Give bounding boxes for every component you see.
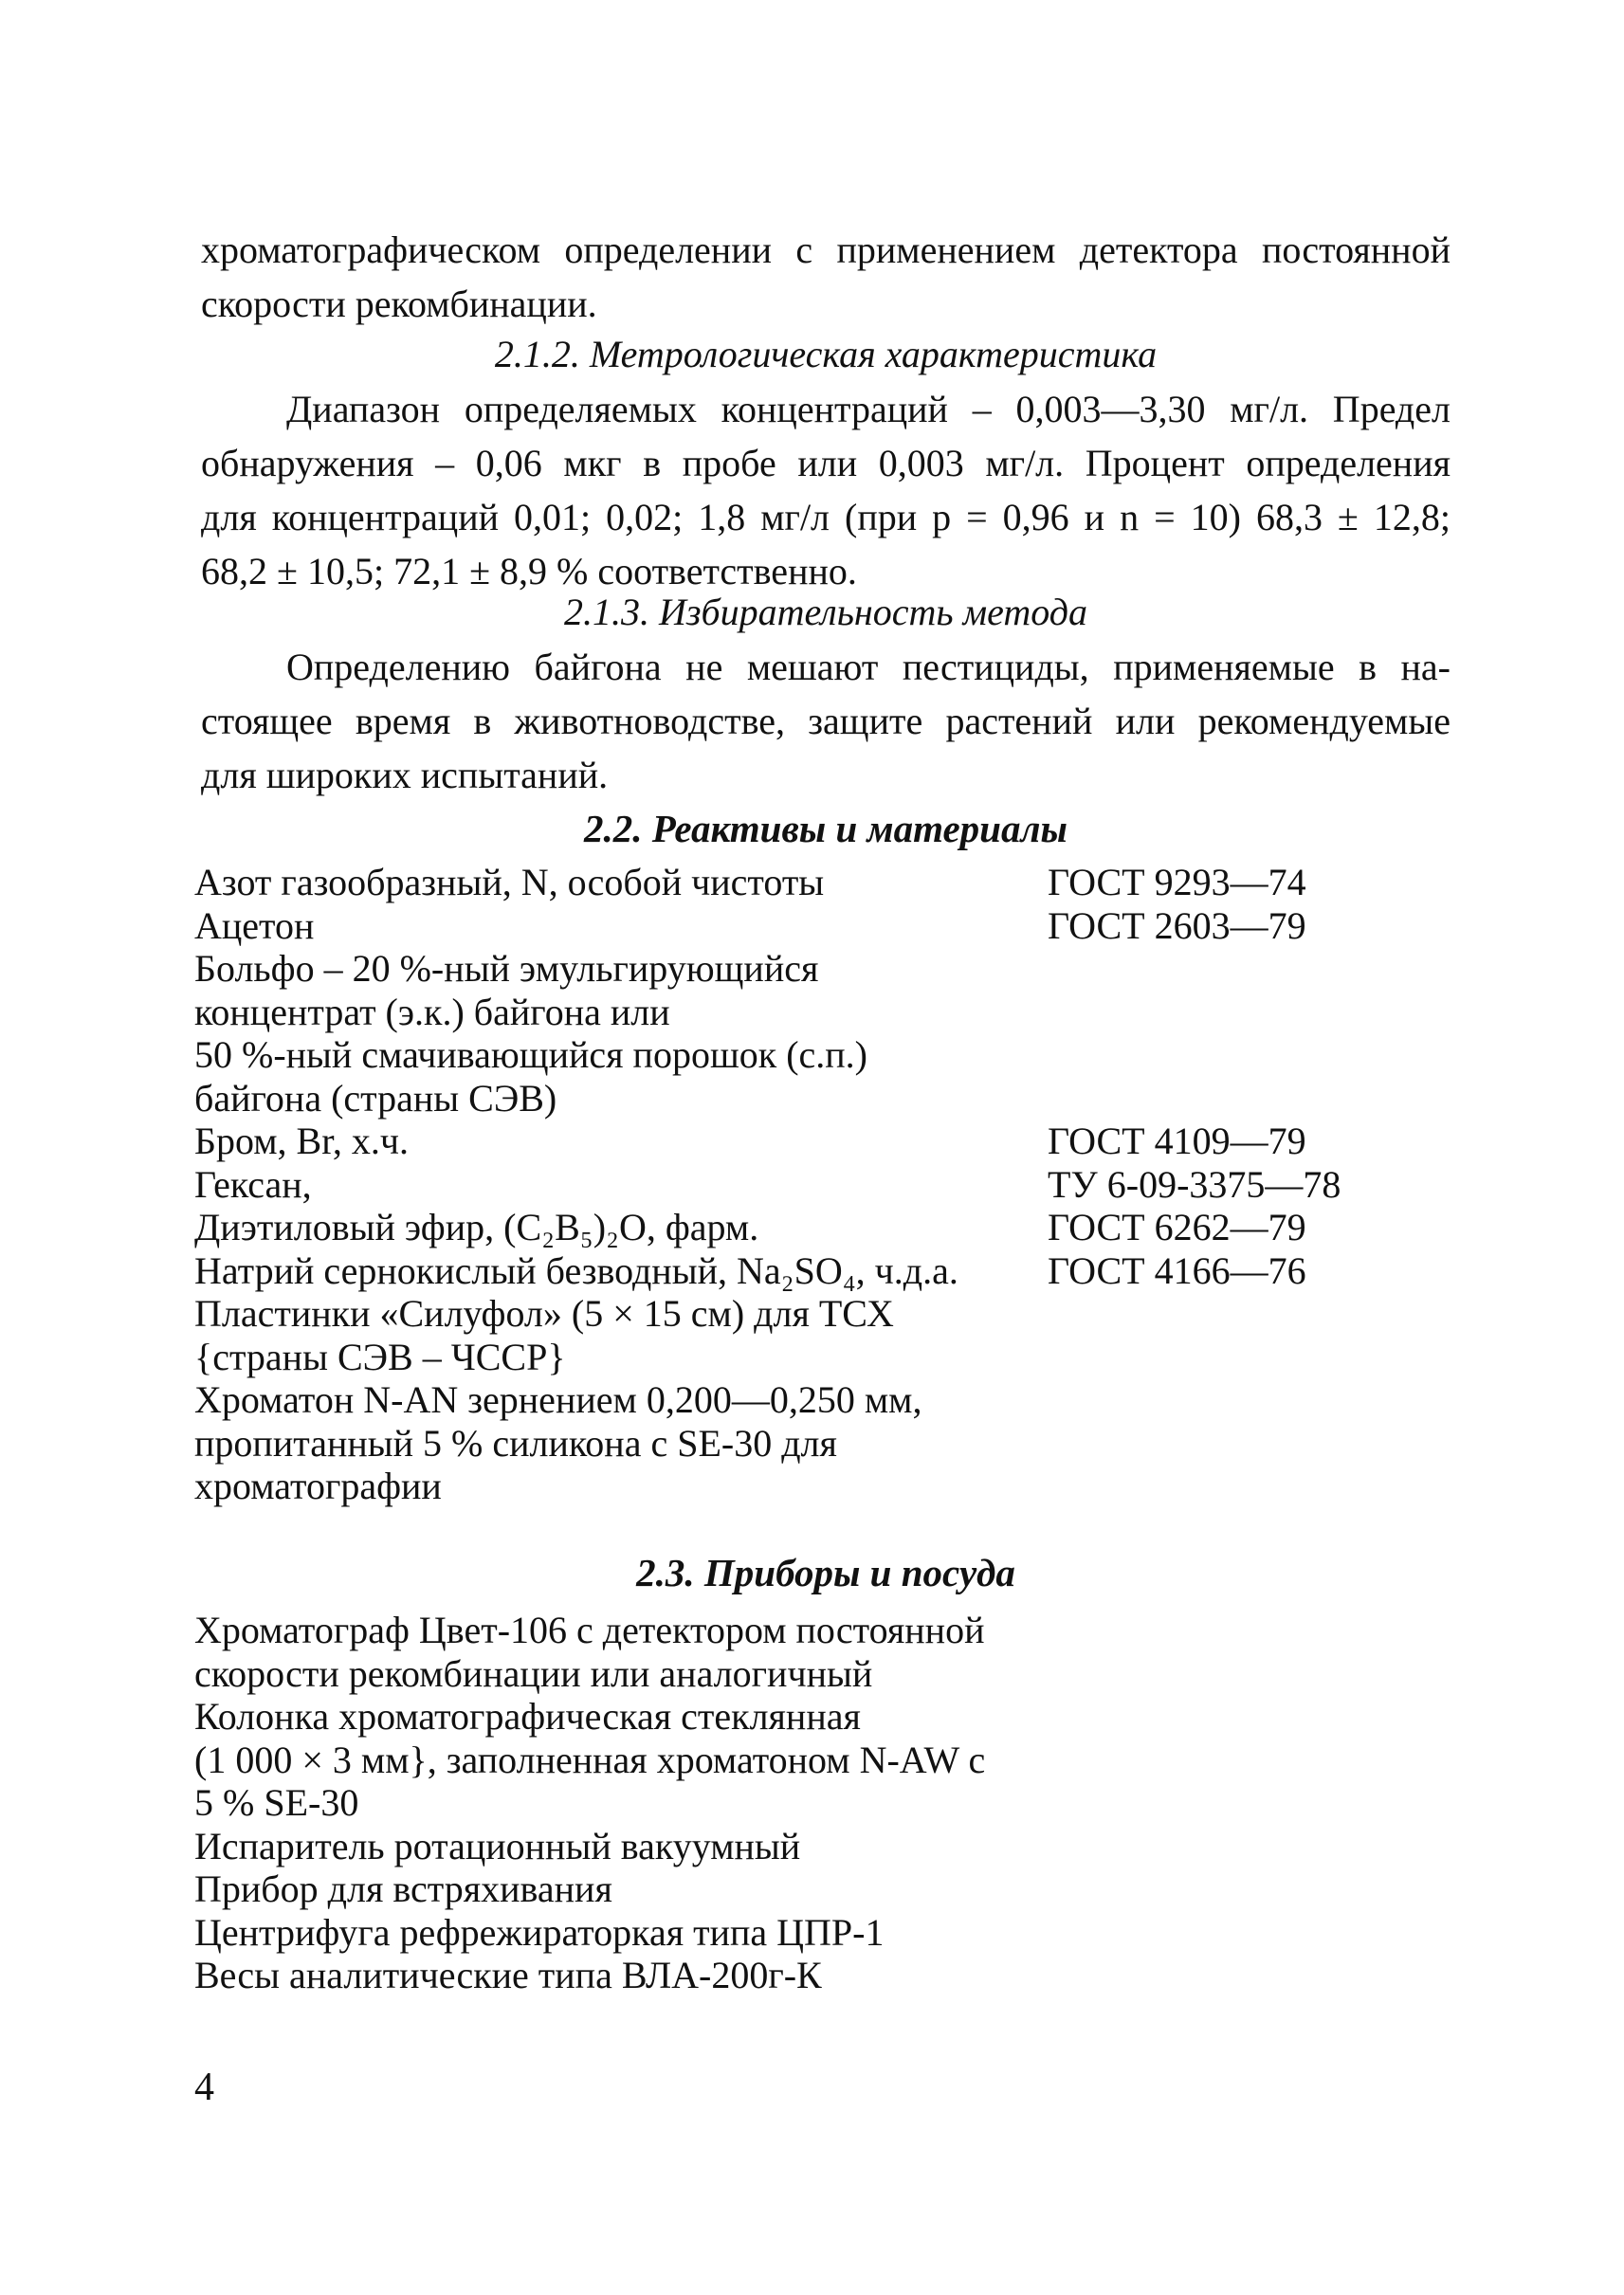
reagent-standard: ГОСТ 9293—74	[1048, 861, 1306, 903]
reagent-standard: ГОСТ 4109—79	[1048, 1120, 1306, 1162]
text-line: хроматографическом определении с применением детектора постоянной	[201, 228, 1451, 271]
section-heading-reagents: 2.2. Реактивы и материалы	[584, 807, 1067, 850]
list-item: Весы аналитические типа ВЛА-200г-К	[194, 1954, 822, 1996]
reagent-name: Азот газообразный, N, особой чистоты	[194, 861, 825, 903]
list-item	[194, 1163, 1436, 1207]
text-line: для концентраций 0,01; 0,02; 1,8 мг/л (при p = 0,96 и n = 10) 68,3 ± 12,8;	[201, 496, 1451, 538]
section-heading-metrology: 2.1.2. Метрологическая характеристика	[494, 333, 1158, 375]
reagent-name: пропитанный 5 % силикона с SE-30 для	[194, 1421, 837, 1465]
list-item	[194, 1422, 1436, 1466]
list-item	[194, 1292, 1436, 1336]
reagent-standard	[1048, 1077, 1436, 1120]
reagent-name: Диэтиловый эфир, (C₂B₅)₂O, фарм.	[194, 1206, 759, 1248]
list-item	[194, 1249, 1436, 1293]
reagent-standard	[1048, 1378, 1436, 1422]
reagent-name: хроматографии	[194, 1465, 442, 1507]
reagent-name: байгона (страны СЭВ)	[194, 1076, 557, 1120]
list-item	[194, 1378, 1436, 1422]
list-item: Центрифуга рефрежираторкая типа ЦПР-1	[194, 1910, 885, 1954]
reagent-standard	[1048, 1292, 1436, 1336]
text-line: скорости рекомбинации.	[201, 282, 597, 325]
list-item	[194, 1206, 1436, 1249]
list-item: (1 000 × 3 мм}, заполненная хроматоном N-AW с	[194, 1738, 986, 1781]
reagent-name: Бром, Br, х.ч.	[194, 1120, 410, 1162]
list-item	[194, 1077, 1436, 1120]
list-item: Испаритель ротационный вакуумный	[194, 1824, 801, 1867]
selectivity-paragraph	[201, 640, 1451, 802]
reagents-list	[194, 861, 1436, 1508]
text-line: 68,2 ± 10,5; 72,1 ± 8,9 % соответственно.	[201, 550, 857, 592]
list-item	[194, 1465, 1436, 1508]
equipment-list	[194, 1609, 1142, 1997]
reagent-name: Хроматон N-AN зернением 0,200—0,250 мм,	[194, 1378, 922, 1421]
reagent-name: Гексан,	[194, 1162, 312, 1206]
reagent-name: Ацетон	[194, 903, 315, 947]
text-line: Диапазон определяемых концентраций – 0,003—3,30 мг/л. Предел	[286, 388, 1451, 430]
list-item	[194, 1033, 1436, 1077]
section-heading-equipment: 2.3. Приборы и посуда	[636, 1551, 1015, 1594]
list-item	[194, 904, 1436, 948]
reagent-name: {страны СЭВ – ЧССР}	[194, 1335, 566, 1378]
list-item: Прибор для встряхивания	[194, 1867, 612, 1910]
list-item: скорости рекомбинации или аналогичный	[194, 1651, 873, 1695]
text-line: обнаружения – 0,06 мкг в пробе или 0,003 мг/л. Процент определения	[201, 442, 1451, 484]
reagent-standard: ТУ 6-09-3375—78	[1048, 1162, 1341, 1206]
reagent-standard: ГОСТ 2603—79	[1048, 903, 1306, 947]
section-heading-selectivity: 2.1.3. Избирательность метода	[564, 591, 1087, 633]
reagent-name: Натрий сернокислый безводный, Na₂SO₄, ч.д.а.	[194, 1248, 958, 1292]
list-item	[194, 991, 1436, 1034]
intro-paragraph	[201, 223, 1451, 331]
text-line: для широких испытаний.	[201, 754, 609, 796]
reagent-name: 50 %-ный смачивающийся порошок (с.п.)	[194, 1033, 867, 1076]
list-item: Хроматограф Цвет-106 с детектором постоянной	[194, 1609, 985, 1651]
list-item	[194, 1120, 1436, 1163]
reagent-standard: ГОСТ 4166—76	[1048, 1248, 1306, 1292]
reagent-standard: ГОСТ 6262—79	[1048, 1206, 1306, 1248]
list-item: Колонка хроматографическая стеклянная	[194, 1695, 861, 1738]
reagent-standard	[1048, 991, 1436, 1034]
list-item	[194, 861, 1436, 904]
reagent-standard	[1048, 1033, 1436, 1077]
reagent-standard	[1048, 1336, 1436, 1379]
page-number: 4	[194, 2066, 214, 2109]
reagent-name: Больфо – 20 %-ный эмульгирующийся	[194, 947, 819, 990]
metrology-paragraph	[201, 382, 1451, 598]
text-line: стоящее время в животноводстве, защите растений или рекомендуемые	[201, 700, 1451, 742]
reagent-standard	[1048, 1422, 1436, 1466]
reagent-standard	[1048, 947, 1436, 991]
list-item	[194, 947, 1436, 991]
reagent-name: Пластинки «Силуфол» (5 × 15 см) для ТСХ	[194, 1292, 894, 1335]
list-item: 5 % SE-30	[194, 1781, 359, 1824]
list-item	[194, 1336, 1436, 1379]
reagent-name: концентрат (э.к.) байгона или	[194, 990, 670, 1033]
text-line: Определению байгона не мешают пестициды, применяемые в на-	[286, 646, 1451, 688]
reagent-standard	[1048, 1465, 1436, 1508]
